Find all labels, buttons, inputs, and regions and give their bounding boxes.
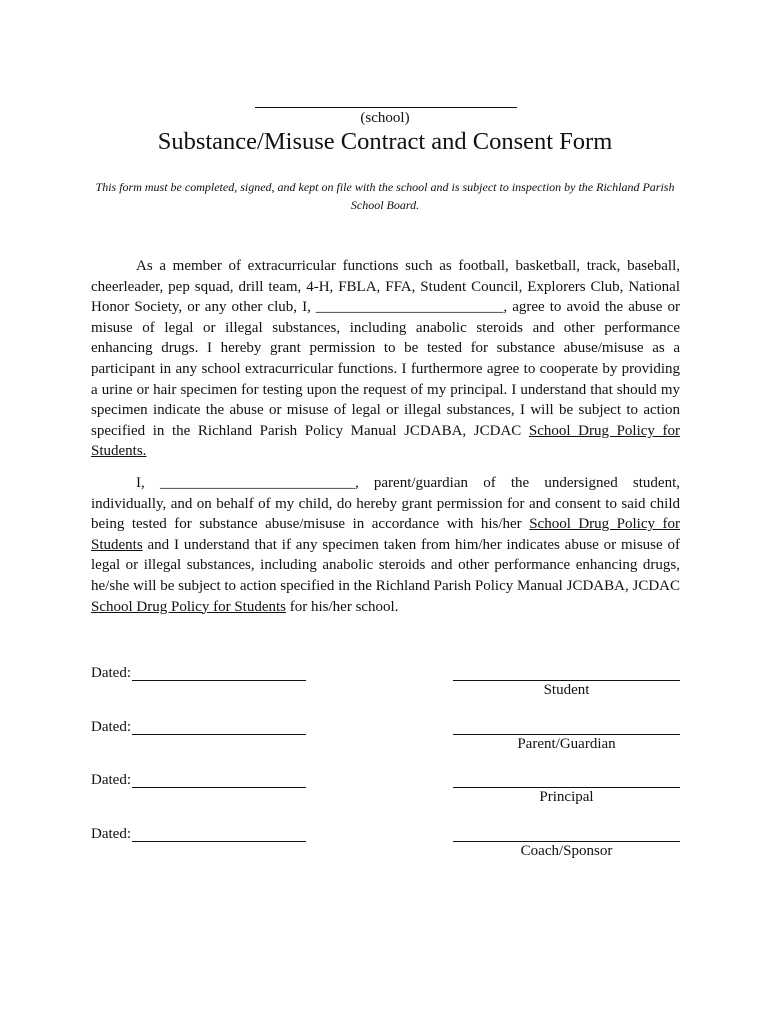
policy-reference: School Drug Policy for Students (91, 516, 680, 553)
signature-role-label: Student (543, 682, 590, 698)
policy-reference: School Drug Policy for Students. (91, 422, 680, 460)
signature-role-label: Coach/Sponsor (520, 843, 613, 859)
parent-signature-field[interactable] (453, 734, 680, 735)
filing-notice: This form must be completed, signed, and kept on file with the school and is subject to inspection by the Richland Parish School Board. (95, 180, 675, 212)
signature-role-label: Principal (539, 789, 594, 805)
principal-signature-field[interactable] (453, 787, 680, 788)
dated-label: Dated: (91, 772, 131, 788)
coach-signature-field[interactable] (453, 841, 680, 842)
dated-label: Dated: (91, 719, 131, 735)
school-label: (school) (360, 110, 410, 126)
signature-row-parent (91, 719, 680, 759)
student-agreement-text: As a member of extracurricular functions such as football, basketball, track, baseball, cheerleader, pep squad, drill team, 4-H, FBLA, FFA, Student Council, Explorers Club, National Honor Society, or any other club, I, _________________________, agree to avoid the abuse or misuse of legal or illegal substances, including anabolic steroids and other performance enhancing drugs. I hereby grant permission to be tested for substance abuse/misuse as a participant in any school extracurricular functions. I furthermore agree to cooperate by providing a urine or hair specimen for testing upon the request of my principal. I understand that should my specimen indicate the abuse or misuse of legal or illegal substances, I will be subject to action specified in the Richland Parish Policy Manual JCDABA, JCDAC (91, 258, 680, 439)
parent-consent-text-continued: and I understand that if any specimen taken from him/her indicates abuse or misuse of legal or illegal substances, including anabolic steroids and other performance enhancing drugs, he/she will be subject to action specified in the Richland Parish Policy Manual JCDABA, JCDAC (91, 536, 680, 594)
policy-reference: School Drug Policy for Students (91, 598, 286, 615)
date-field[interactable] (132, 734, 306, 735)
date-field[interactable] (132, 841, 306, 842)
parent-consent-paragraph (91, 473, 680, 617)
dated-label: Dated: (91, 665, 131, 681)
student-agreement-paragraph (91, 256, 680, 462)
parent-consent-text-end: for his/her school. (286, 598, 399, 615)
signature-row-coach (91, 826, 680, 866)
dated-label: Dated: (91, 826, 131, 842)
student-signature-field[interactable] (453, 680, 680, 681)
school-name-line[interactable] (255, 107, 517, 108)
parent-consent-text: I, __________________________, parent/guardian of the undersigned student, individually, and on behalf of my child, do hereby grant permission for and consent to said child being tested for substance abuse/misuse in accordance with his/her (91, 475, 680, 533)
signature-row-principal (91, 772, 680, 812)
date-field[interactable] (132, 680, 306, 681)
signature-role-label: Parent/Guardian (517, 736, 616, 752)
signature-row-student (91, 665, 680, 705)
form-title: Substance/Misuse Contract and Consent Form (157, 128, 613, 155)
date-field[interactable] (132, 787, 306, 788)
